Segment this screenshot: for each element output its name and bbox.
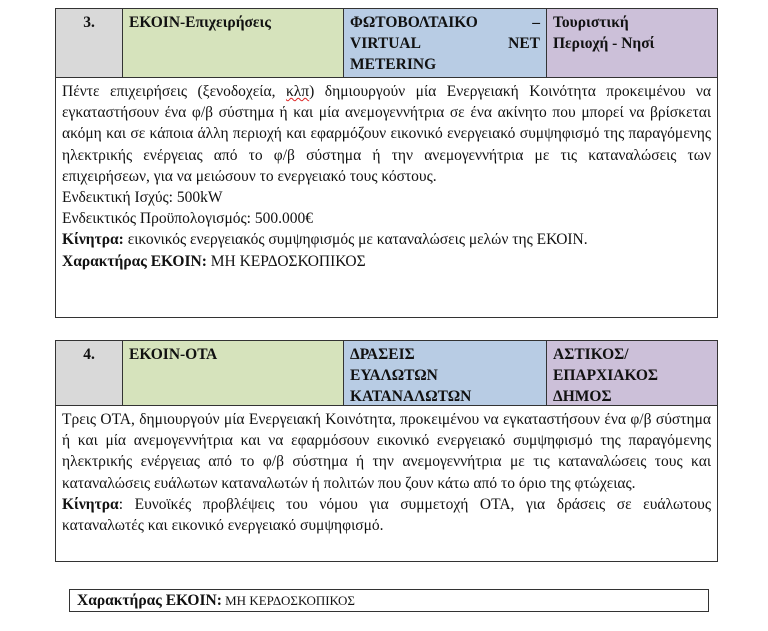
scheme-3-incentives: [62, 229, 711, 250]
scheme-3-project-line2a: VIRTUAL: [350, 35, 421, 52]
scheme-3-character-label: Χαρακτήρας ΕΚΟΙΝ:: [62, 252, 207, 270]
scheme-3-body: [56, 78, 717, 272]
scheme-4-project-line1: ΔΡΑΣΕΙΣ: [350, 346, 415, 363]
scheme-3-project-type: [344, 9, 547, 77]
scheme-3-entity: ΕΚΟΙΝ-Επιχειρήσεις: [123, 9, 344, 77]
scheme-4-location-line3: ΔΗΜΟΣ: [553, 388, 612, 405]
footer-character-label: Χαρακτήρας ΕΚΟΙΝ:: [77, 592, 222, 609]
scheme-3-table: [55, 8, 718, 318]
scheme-3-header-row: [56, 9, 717, 78]
scheme-3-project-line1b: –: [532, 14, 540, 31]
scheme-3-project-line3: METERING: [350, 56, 437, 73]
scheme-3-location-line1: Τουριστική: [553, 14, 629, 31]
scheme-4-location-line2: ΕΠΑΡΧΙΑΚΟΣ: [553, 367, 659, 384]
scheme-4-location-line1: ΑΣΤΙΚΟΣ/: [553, 346, 629, 363]
scheme-4-incentives-text: : Ευνοϊκές προβλέψεις του νόμου για συμμετοχή ΟΤΑ, για δράσεις σε ευάλωτους καταναλωτές και εικονικό ενεργειακό συμψηφισμό.: [62, 495, 711, 535]
scheme-3-project-line1a: ΦΩΤΟΒΟΛΤΑΙΚΟ: [350, 14, 478, 31]
spellcheck-underlined-word: κλπ: [285, 83, 310, 100]
scheme-4-header-row: [56, 341, 717, 406]
scheme-3-location-line2: Περιοχή - Νησί: [553, 35, 655, 52]
scheme-4-incentives: [62, 494, 711, 536]
scheme-3-project-line2b: NET: [508, 35, 540, 52]
scheme-4-entity: ΕΚΟΙΝ-ΟΤΑ: [123, 341, 344, 405]
scheme-4-project-type: [344, 341, 547, 405]
scheme-3-incentives-text: εικονικός ενεργειακός συμψηφισμός με καταναλώσεις μελών της ΕΚΟΙΝ.: [123, 231, 588, 249]
character-footer-box: [69, 589, 709, 612]
scheme-3-location: [547, 9, 717, 77]
scheme-4-table: [55, 340, 718, 562]
footer-character-value: ΜΗ ΚΕΡΔΟΣΚΟΠΙΚΟΣ: [221, 593, 355, 608]
scheme-4-description: Τρεις ΟΤΑ, δημιουργούν μία Ενεργειακή Κοινότητα, προκειμένου να εγκαταστήσουν ένα φ/β σύστημα ή και μία ανεμογεννήτρια και να εφαρμόσουν εικονικό ενεργειακό συμψηφισμό της παραγόμενης ηλεκτρικής ενέργειας από το φ/β σύστημα ή την ανεμογεννήτρια με τις καταναλώσεις τους και καταναλώσεις ευάλωτων καταναλωτών ή πολιτών που ζουν κάτω από το όριο της φτώχειας.: [62, 411, 711, 492]
scheme-3-power: Ενδεικτική Ισχύς: 500kW: [62, 189, 223, 207]
scheme-3-description: Πέντε επιχειρήσεις (ξενοδοχεία, κλπ) δημιουργούν μία Ενεργειακή Κοινότητα προκειμένου να εγκαταστήσουν ένα φ/β σύστημα ή και μία ανεμογεννήτρια σε ένα ακίνητο που μπορεί να βρίσκεται ακόμη και σε κάποια άλλη περιοχή και εφαρμόζουν εικονικό ενεργειακό συμψηφισμό της παραγόμενης ηλεκτρικής ενέργειας από το φ/β σύστημα ή την ανεμογεννήτρια με τις καταναλώσεις των επιχειρήσεων, για να μειώσουν το ενεργειακό τους κόστους.: [62, 83, 711, 185]
scheme-4-body: [56, 406, 717, 536]
scheme-4-project-line2: ΕΥΑΛΩΤΩΝ: [350, 367, 438, 384]
scheme-3-character: [62, 251, 711, 272]
scheme-4-incentives-label: Κίνητρα: [62, 495, 119, 513]
scheme-3-incentives-label: Κίνητρα:: [62, 231, 124, 249]
scheme-4-number: 4.: [56, 341, 123, 405]
scheme-3-character-value: ΜΗ ΚΕΡΔΟΣΚΟΠΙΚΟΣ: [206, 252, 366, 270]
scheme-4-location: [547, 341, 717, 405]
scheme-3-budget: Ενδεικτικός Προϋπολογισμός: 500.000€: [62, 210, 313, 228]
scheme-4-project-line3: ΚΑΤΑΝΑΛΩΤΩΝ: [350, 388, 472, 405]
scheme-3-number: 3.: [56, 9, 123, 77]
